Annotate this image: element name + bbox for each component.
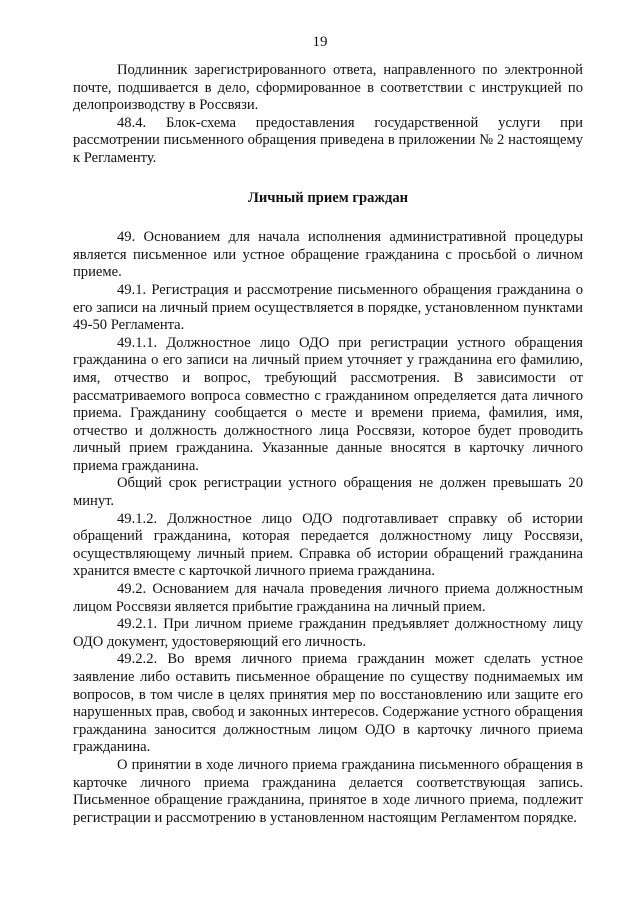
paragraph: 49.2.2. Во время личного приема гражданин может сделать устное заявление либо оставить письменное обращение по существу поднимаемых им вопросов, в том числе в целях принятия мер по восстановлению или защите его нарушенных прав, свобод и законных интересов. Содержание устного обращения гражданина заносится должностным лицом ОДО в карточку личного приема гражданина. xyxy=(73,651,583,756)
paragraph: 49.2.1. При личном приеме гражданин предъявляет должностному лицу ОДО документ, удостоверяющий его личность. xyxy=(73,616,583,650)
paragraph: Подлинник зарегистрированного ответа, направленного по электронной почте, подшивается в дело, сформированное в соответствии с инструкцией по делопроизводству в Россвязи. xyxy=(73,62,583,114)
paragraph: 49.2. Основанием для начала проведения личного приема должностным лицом Россвязи является прибытие гражданина на личный прием. xyxy=(73,581,583,615)
section-heading: Личный прием граждан xyxy=(247,189,409,206)
page-number: 19 xyxy=(312,34,328,50)
paragraph: 49. Основанием для начала исполнения административной процедуры является письменное или устное обращение гражданина с просьбой о личном приеме. xyxy=(73,229,583,281)
paragraph: О принятии в ходе личного приема гражданина письменного обращения в карточке личного приема гражданина делается соответствующая запись. Письменное обращение гражданина, принятое в ходе личного приема, подлежит регистрации и рассмотрению в установленном настоящим Регламентом порядке. xyxy=(73,756,583,826)
paragraph: 49.1. Регистрация и рассмотрение письменного обращения гражданина о его записи на личный прием осуществляется в порядке, установленном пунктами 49-50 Регламента. xyxy=(73,281,583,334)
paragraph: Общий срок регистрации устного обращения не должен превышать 20 минут. xyxy=(73,475,583,510)
paragraph: 49.1.2. Должностное лицо ОДО подготавливает справку об истории обращений гражданина, которая передается должностному лицу Россвязи, осуществляющему личный прием. Справка об истории обращений гражданина хранится вместе с карточкой личного приема гражданина. xyxy=(73,510,583,580)
paragraph: 49.1.1. Должностное лицо ОДО при регистрации устного обращения гражданина о его записи на личный прием уточняет у гражданина его фамилию, имя, отчество и вопрос, требующий рассмотрения. В зависимости от рассматриваемого вопроса совместно с гражданином определяется дата личного приема. Гражданину сообщается о месте и времени приема, фамилия, имя, отчество и должность должностного лица Россвязи, которое будет проводить личный прием гражданина. Указанные данные вносятся в карточку личного приема гражданина. xyxy=(73,334,583,474)
paragraph: 48.4. Блок-схема предоставления государственной услуги при рассмотрении письменного обращения приведена в приложении № 2 настоящему к Регламенту. xyxy=(73,114,583,166)
document-body xyxy=(73,62,583,827)
